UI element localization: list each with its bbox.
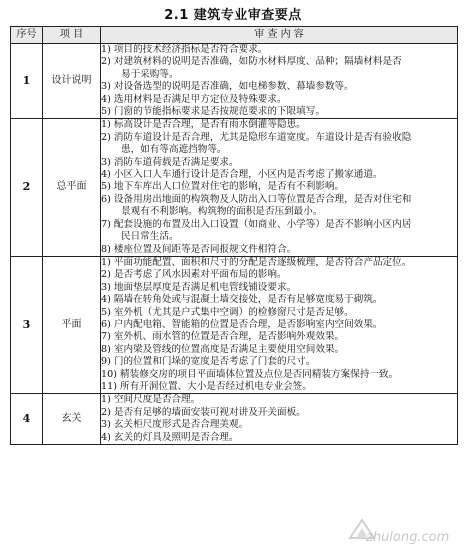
review-point: 11) 所有开洞位置、大小是否经过机电专业会签。 — [101, 380, 312, 392]
page-title: 2.1 建筑专业审查要点 — [164, 8, 302, 23]
review-points-table — [10, 26, 458, 445]
review-point: 7) 室外机、雨水管的位置是否合理，是否影响外观效果。 — [101, 331, 345, 343]
row-item-name: 玄关 — [43, 394, 101, 445]
review-point: 易于采购等。 — [121, 68, 179, 80]
row-content — [101, 44, 458, 119]
review-point: 4) 玄关的灯具及照明是否合理。 — [101, 431, 239, 443]
review-point: 4) 隔墙在转角处或与混凝土墙交接处，是否有足够宽度易于砌筑。 — [101, 294, 383, 306]
review-point: 5) 门窗的节能指标要求是否按规范要求的下限填写。 — [101, 106, 325, 118]
review-point: 6) 户内配电箱、智能箱的位置是否合理，是否影响室内空间效果。 — [101, 318, 383, 330]
review-point: 2) 对建筑材料的说明是否准确，如防水材料厚度、品种；隔墙材料是否 — [101, 56, 402, 68]
review-point: 景观有不利影响。构筑物的面积是否压到最小。 — [121, 206, 323, 218]
header-item: 项 目 — [43, 27, 101, 44]
review-point: 2) 消防车道设计是否合理，尤其是隐形车道宽度。车道设计是否有验收隐 — [101, 131, 412, 143]
header-content: 审 查 内 容 — [101, 27, 458, 44]
row-number: 4 — [11, 394, 43, 445]
review-point: 4) 小区入口人车通行设计是否合理，小区内是否考虑了搬家通道。 — [101, 169, 383, 181]
review-point: 8) 室内梁及管线的位置高度是否满足主要使用空间效果。 — [101, 343, 345, 355]
review-point: 3) 消防车道荷载是否满足要求。 — [101, 156, 239, 168]
review-point: 1) 平面功能配置、面积和尺寸的分配是否逐级梳理，是否符合产品定位。 — [101, 256, 412, 268]
review-point: 7) 配套设施的布置及出入口设置（如商业、小学等）是否不影响小区内居 — [101, 218, 412, 230]
header-no: 序号 — [11, 27, 43, 44]
review-point: 1) 标高设计是否合理，是否有雨水倒灌等隐患。 — [101, 119, 306, 131]
review-point: 3) 对设备选型的说明是否准确，如电梯参数、幕墙参数等。 — [101, 81, 354, 93]
review-point: 10) 精装修交房的项目平面墙体位置及点位是否同精装方案保持一致。 — [101, 368, 399, 380]
table-row — [11, 256, 458, 393]
table-row — [11, 44, 458, 119]
row-item-name: 设计说明 — [43, 44, 101, 119]
review-point: 5) 地下车库出人口位置对住宅的影响，是否有不利影响。 — [101, 181, 345, 193]
row-item-name: 总平面 — [43, 119, 101, 256]
watermark-text: zhulong.com — [366, 530, 450, 545]
row-content — [101, 119, 458, 256]
row-number: 2 — [11, 119, 43, 256]
row-number: 3 — [11, 256, 43, 393]
review-point: 9) 门的位置和门垛的宽度是否考虑了门套的尺寸。 — [101, 356, 316, 368]
review-point: 5) 室外机（尤其是户式集中空调）的检修窗尺寸是否足够。 — [101, 306, 354, 318]
row-number: 1 — [11, 44, 43, 119]
review-point: 3) 地面垫层厚度是否满足机电管线铺设要求。 — [101, 281, 297, 293]
review-point: 民日常生活。 — [121, 231, 179, 243]
review-point: 3) 玄关柜尺度形式是否合理美观。 — [101, 419, 249, 431]
table-row — [11, 394, 458, 445]
review-point: 1) 空间尺度是否合理。 — [101, 394, 201, 406]
watermark-logo — [340, 508, 460, 552]
review-point: 2) 是否有足够的墙面安装可视对讲及开关面板。 — [101, 406, 306, 418]
table-header-row — [11, 27, 458, 44]
row-item-name: 平面 — [43, 256, 101, 393]
row-content — [101, 256, 458, 393]
review-point: 6) 设备用房出地面的构筑物及人防出入口等位置是否合理，是否对住宅和 — [101, 193, 412, 205]
review-point: 患，如有等高遮挡物等。 — [121, 144, 227, 156]
row-content — [101, 394, 458, 445]
table-row — [11, 119, 458, 256]
review-point: 8) 楼座位置及间距等是否同报规文件相符合。 — [101, 243, 297, 255]
review-point: 2) 是否考虑了风水因素对平面布局的影响。 — [101, 269, 287, 281]
review-point: 1) 项目的技术经济指标是否符合要求。 — [101, 44, 268, 55]
review-point: 4) 选用材料是否满足甲方定位及特殊要求。 — [101, 93, 287, 105]
